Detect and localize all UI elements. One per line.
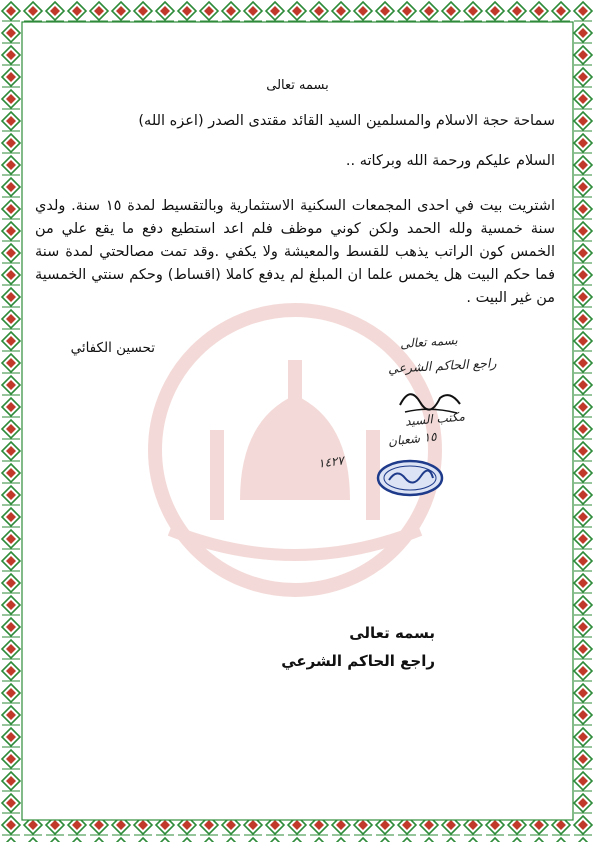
handwritten-year: ١٤٢٧ [317, 453, 345, 471]
sender-name: تحسين الكفائي [70, 340, 155, 356]
handwritten-heading: بسمه تعالى [399, 333, 459, 351]
response-text: راجع الحاكم الشرعي [281, 652, 435, 670]
addressee-line: سماحة حجة الاسلام والمسلمين السيد القائد مقتدى الصدر (اعزه الله) [138, 113, 555, 129]
letter-body: اشتريت بيت في احدى المجمعات السكنية الاستثمارية وبالتقسيط لمدة ١٥ سنة. ولدي سنة خمسية ولله الحمد ولكن كوني موظف فلم اعد استطيع دفع ما يقع علي من الخمس كون الراتب يذهب للقسط والمعيشة ولا يكفي .وقد تمت مصالحتي لمدة سنة فما حكم البيت هل يخمس علما ان المبلغ لم يدفع كاملا (اقساط) وحكم سنتي الخمسية من غير البيت . [35, 198, 555, 306]
response-heading: بسمه تعالى [349, 624, 435, 642]
office-stamp [375, 458, 445, 498]
handwritten-office: مكتب السيد [404, 409, 466, 429]
greeting-line: السلام عليكم ورحمة الله وبركاته .. [345, 153, 555, 169]
handwritten-reply: راجع الحاكم الشرعي [387, 355, 497, 376]
handwritten-date: ١٥ شعبان [387, 429, 438, 449]
letter-heading: بسمه تعالى [266, 78, 329, 93]
